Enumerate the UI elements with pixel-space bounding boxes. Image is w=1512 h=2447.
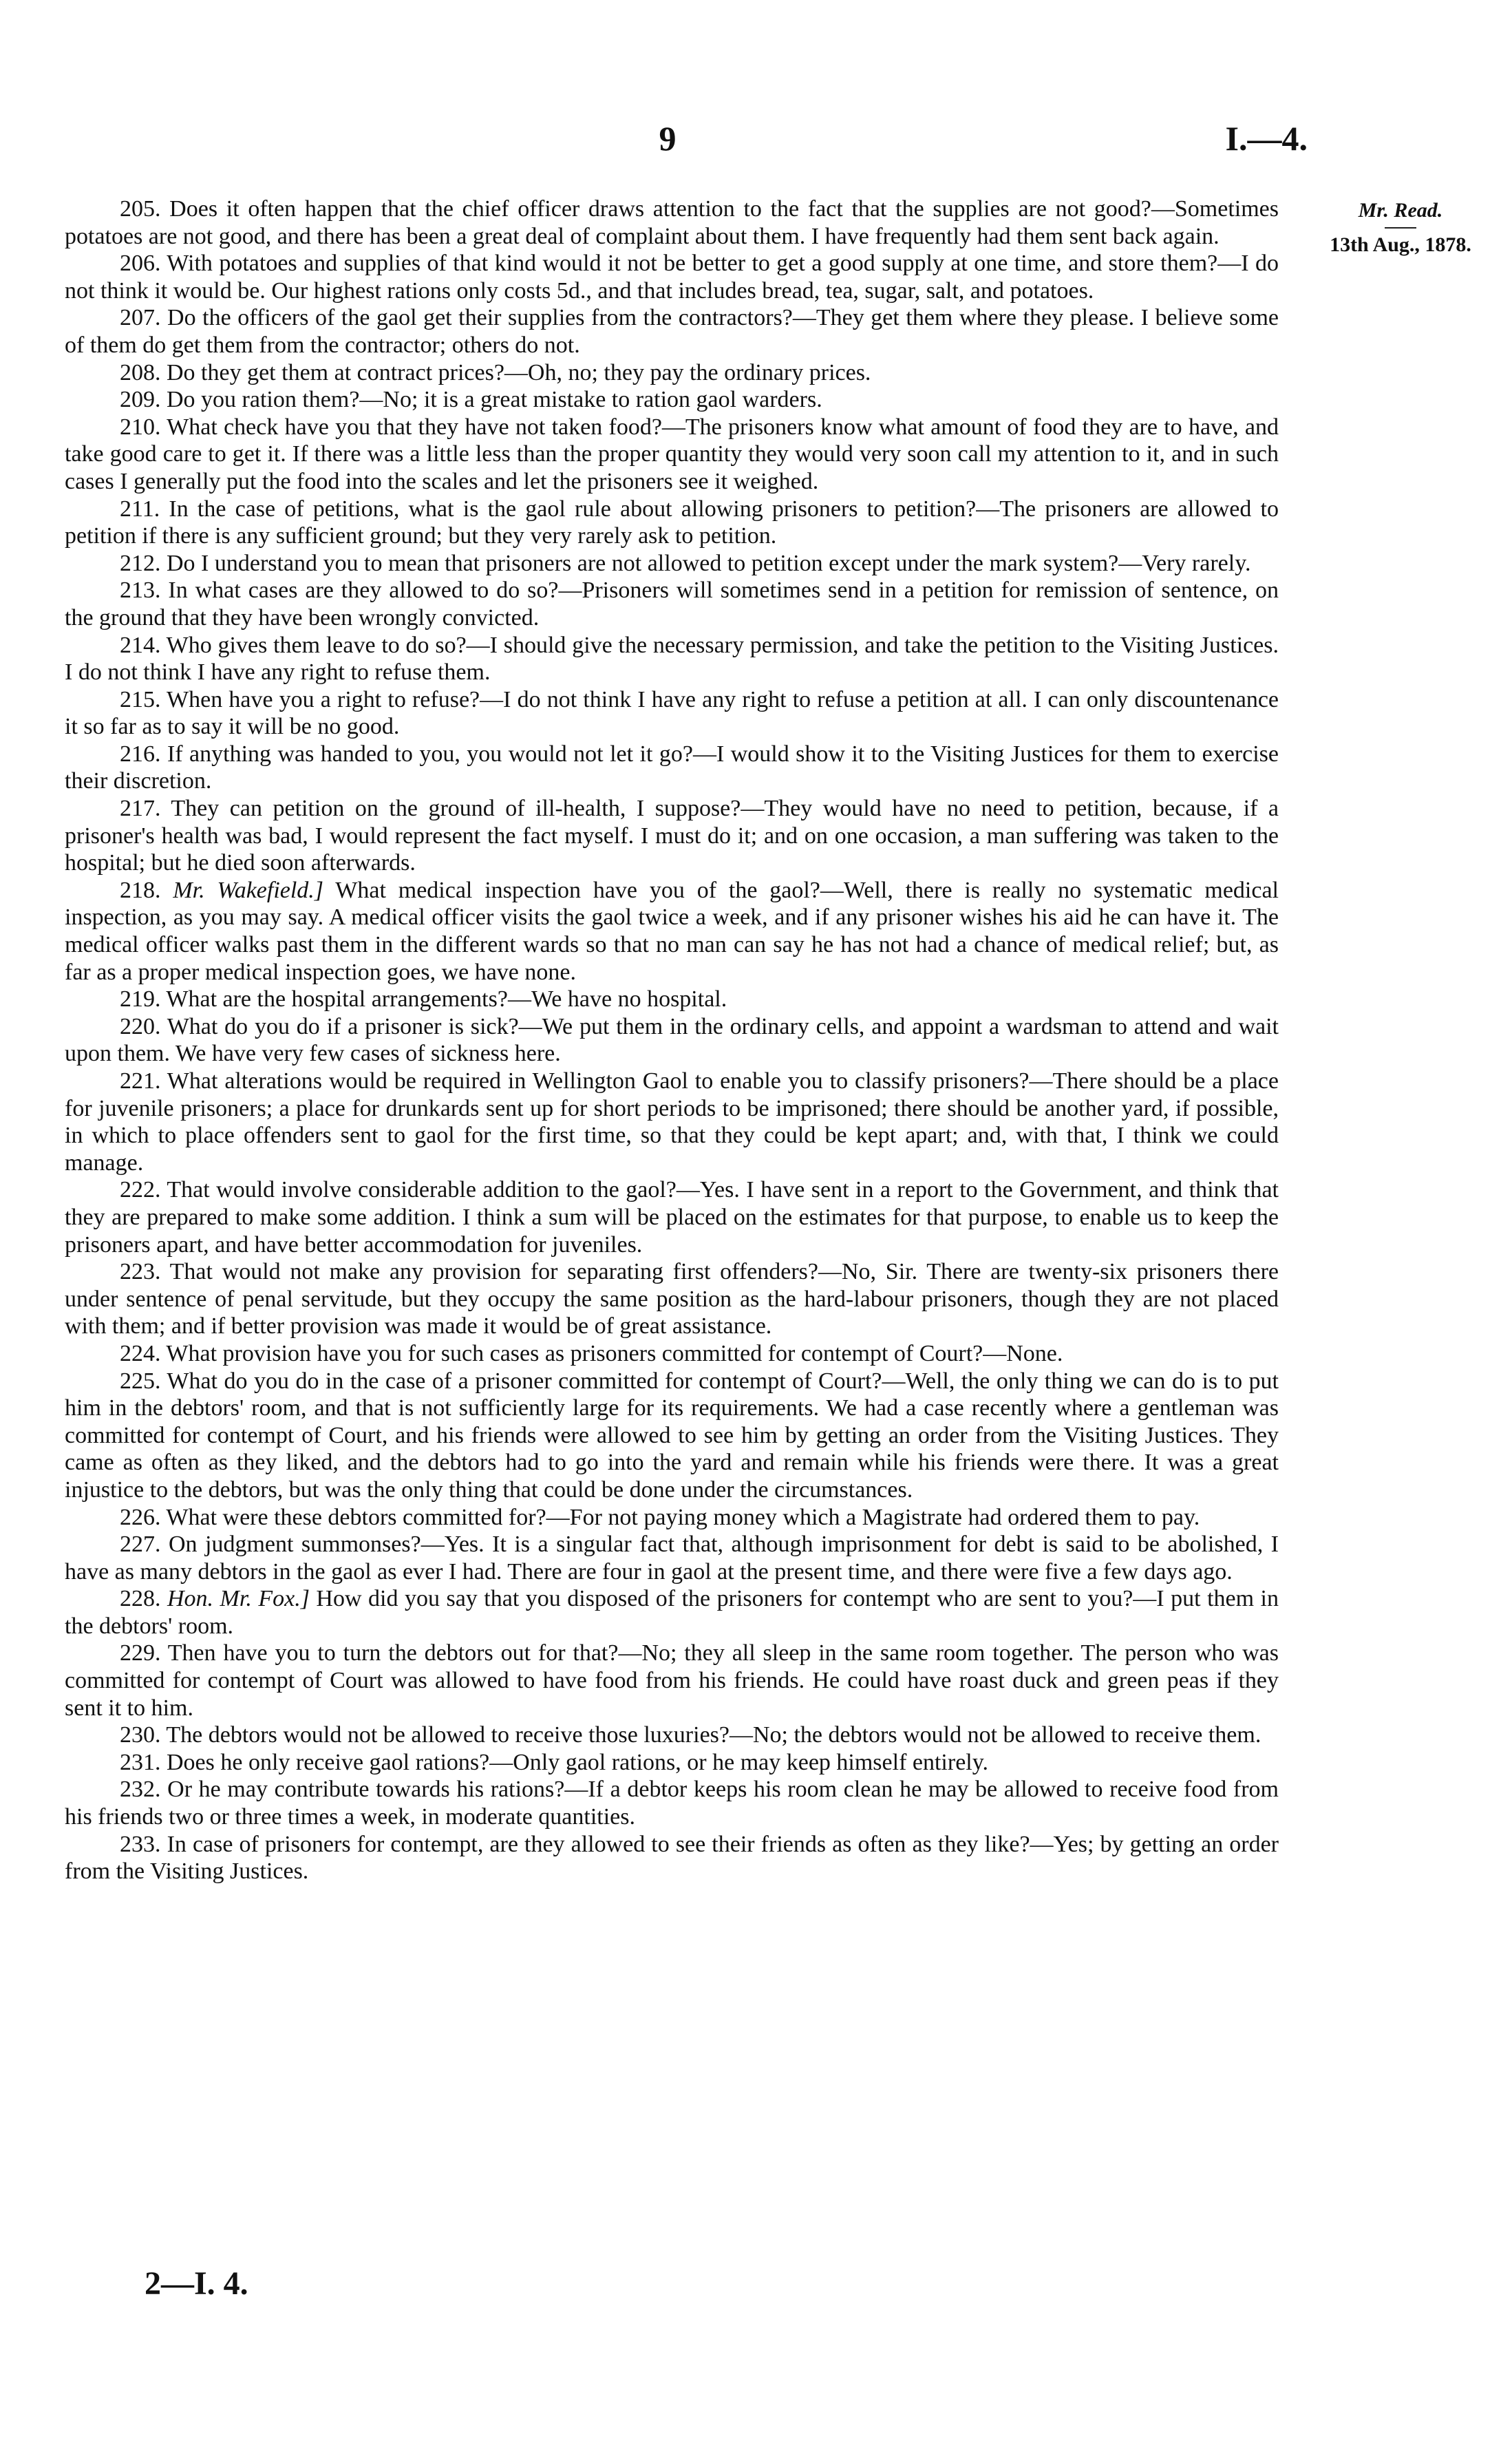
speaker-name: Hon. Mr. Fox.] <box>167 1586 310 1612</box>
qa-entry-220: 220. What do you do if a prisoner is sick?—We put them in the ordinary cells, and appoint a wardsman to attend and wait upon them. We have very few cases of sickness here. <box>65 1013 1279 1067</box>
qa-entry-230: 230. The debtors would not be allowed to receive those luxuries?—No; the debtors would not be allowed to receive them. <box>120 1722 1261 1748</box>
qa-entry-232: 232. Or he may contribute towards his rations?—If a debtor keeps his room clean he may be allowed to receive food from his friends two or three times a week, in moderate quantities. <box>65 1777 1279 1830</box>
qa-entry-205: 205. Does it often happen that the chief officer draws attention to the fact that the supplies are not good?—Sometimes potatoes are not good, and there has been a great deal of complaint about them. I have frequently had them sent back again. <box>65 196 1279 249</box>
qa-entry-209: 209. Do you ration them?—No; it is a great mistake to ration gaol warders. <box>120 387 822 413</box>
qa-entry-218: 218. Mr. Wakefield.] What medical inspection have you of the gaol?—Well, there is really no systematic medical inspection, as you may say. A medical officer visits the gaol twice a week, and if any prisoner wishes his aid he can have it. The medical officer walks past them in the different wards so that no man can say he has not had a chance of medical relief; but, as far as a proper medical inspection goes, we have none. <box>65 877 1279 985</box>
margin-note <box>1297 197 1504 259</box>
qa-entry-227: 227. On judgment summonses?—Yes. It is a singular fact that, although imprisonment for debt is said to be abolished, I have as many debtors in the gaol as ever I had. There are four in gaol at the present time, and there were five a few days ago. <box>65 1532 1279 1585</box>
paper-reference: I.—4. <box>1225 119 1308 158</box>
qa-entry-219: 219. What are the hospital arrangements?—We have no hospital. <box>120 986 727 1013</box>
qa-entry-210: 210. What check have you that they have not taken food?—The prisoners know what amount of food they are to have, and take good care to get it. If there was a little less than the proper quantity they would very soon call my attention to it, and in such cases I generally put the food into the scales and let the prisoners see it weighed. <box>65 414 1279 494</box>
qa-entry-217: 217. They can petition on the ground of ill-health, I suppose?—They would have no need to petition, because, if a prisoner's health was bad, I would represent the fact myself. I must do it; and on one occasion, a man suffering was taken to the hospital; but he died soon afterwards. <box>65 796 1279 876</box>
margin-witness-name: Mr. Read. <box>1358 199 1443 222</box>
qa-entry-226: 226. What were these debtors committed for?—For not paying money which a Magistrate had ordered them to pay. <box>120 1504 1200 1530</box>
qa-entry-207: 207. Do the officers of the gaol get their supplies from the contractors?—They get them where they please. I believe some of them do get them from the contractor; others do not. <box>65 305 1279 358</box>
qa-entry-228: 228. Hon. Mr. Fox.] How did you say that you disposed of the prisoners for contempt who are sent to you?—I put them in the debtors' room. <box>65 1586 1279 1639</box>
page-number: 9 <box>659 119 677 158</box>
qa-entry-225: 225. What do you do in the case of a prisoner committed for contempt of Court?—Well, the only thing we can do is to put him in the debtors' room, and that is not sufficiently large for its requirements. We had a case recently where a gentleman was committed for contempt of Court, and his friends were allowed to see him by getting an order from the Visiting Justices. They came as often as they liked, and the debtors had to go into the yard and remain while his friends were there. It was a great injustice to the debtors, but was the only thing that could be done under the circumstances. <box>65 1368 1279 1503</box>
qa-entry-229: 229. Then have you to turn the debtors out for that?—No; they all sleep in the same room together. The person who was committed for contempt of Court was allowed to have food from his friends. He could have roast duck and green peas if they sent it to him. <box>65 1640 1279 1721</box>
speaker-name: Mr. Wakefield.] <box>173 877 324 903</box>
qa-entry-215: 215. When have you a right to refuse?—I do not think I have any right to refuse a petition at all. I can only discountenance it so far as to say it will be no good. <box>65 686 1279 740</box>
qa-entry-222: 222. That would involve considerable addition to the gaol?—Yes. I have sent in a report to the Government, and think that they are prepared to make some addition. I think a sum will be placed on the estimates for that purpose, to enable us to keep the prisoners apart, and have better accommodation for juveniles. <box>65 1177 1279 1258</box>
qa-entry-223: 223. That would not make any provision for separating first offenders?—No, Sir. There are twenty-six prisoners there under sentence of penal servitude, but they occupy the same position as the hard-labour prisoners, though they are not placed with them; and if better provision was made it would be of great assistance. <box>65 1259 1279 1339</box>
qa-entry-213: 213. In what cases are they allowed to do so?—Prisoners will sometimes send in a petition for remission of sentence, on the ground that they have been wrongly convicted. <box>65 578 1279 631</box>
margin-date: 13th Aug., 1878. <box>1330 233 1471 256</box>
qa-entry-206: 206. With potatoes and supplies of that kind would it not be better to get a good supply at one time, and store them?—I do not think it would be. Our highest rations only costs 5d., and that includes bread, tea, sugar, salt, and potatoes. <box>65 251 1279 304</box>
qa-entry-231: 231. Does he only receive gaol rations?—Only gaol rations, or he may keep himself entirely. <box>120 1749 989 1775</box>
evidence-body <box>65 195 1279 1885</box>
qa-entry-212: 212. Do I understand you to mean that prisoners are not allowed to petition except under the mark system?—Very rarely. <box>120 550 1251 576</box>
qa-entry-211: 211. In the case of petitions, what is the gaol rule about allowing prisoners to petition?—The prisoners are allowed to petition if there is any sufficient ground; but they very rarely ask to petition. <box>65 496 1279 549</box>
qa-entry-233: 233. In case of prisoners for contempt, are they allowed to see their friends as often as they like?—Yes; by getting an order from the Visiting Justices. <box>65 1831 1279 1885</box>
qa-entry-221: 221. What alterations would be required in Wellington Gaol to enable you to classify prisoners?—There should be a place for juvenile prisoners; a place for drunkards sent up for short periods to be imprisoned; there should be another yard, if possible, in which to place offenders sent to gaol for the first time, so that they could be kept apart; and, with that, I think we could manage. <box>65 1068 1279 1176</box>
qa-entry-224: 224. What provision have you for such cases as prisoners committed for contempt of Court?—None. <box>120 1340 1063 1366</box>
qa-entry-208: 208. Do they get them at contract prices?—Oh, no; they pay the ordinary prices. <box>120 359 871 385</box>
qa-entry-214: 214. Who gives them leave to do so?—I should give the necessary permission, and take the petition to the Visiting Justices. I do not think I have any right to refuse them. <box>65 632 1279 686</box>
sheet-signature: 2—I. 4. <box>145 2265 248 2302</box>
margin-divider <box>1385 227 1416 229</box>
qa-entry-216: 216. If anything was handed to you, you would not let it go?—I would show it to the Visiting Justices for them to exercise their discretion. <box>65 741 1279 794</box>
